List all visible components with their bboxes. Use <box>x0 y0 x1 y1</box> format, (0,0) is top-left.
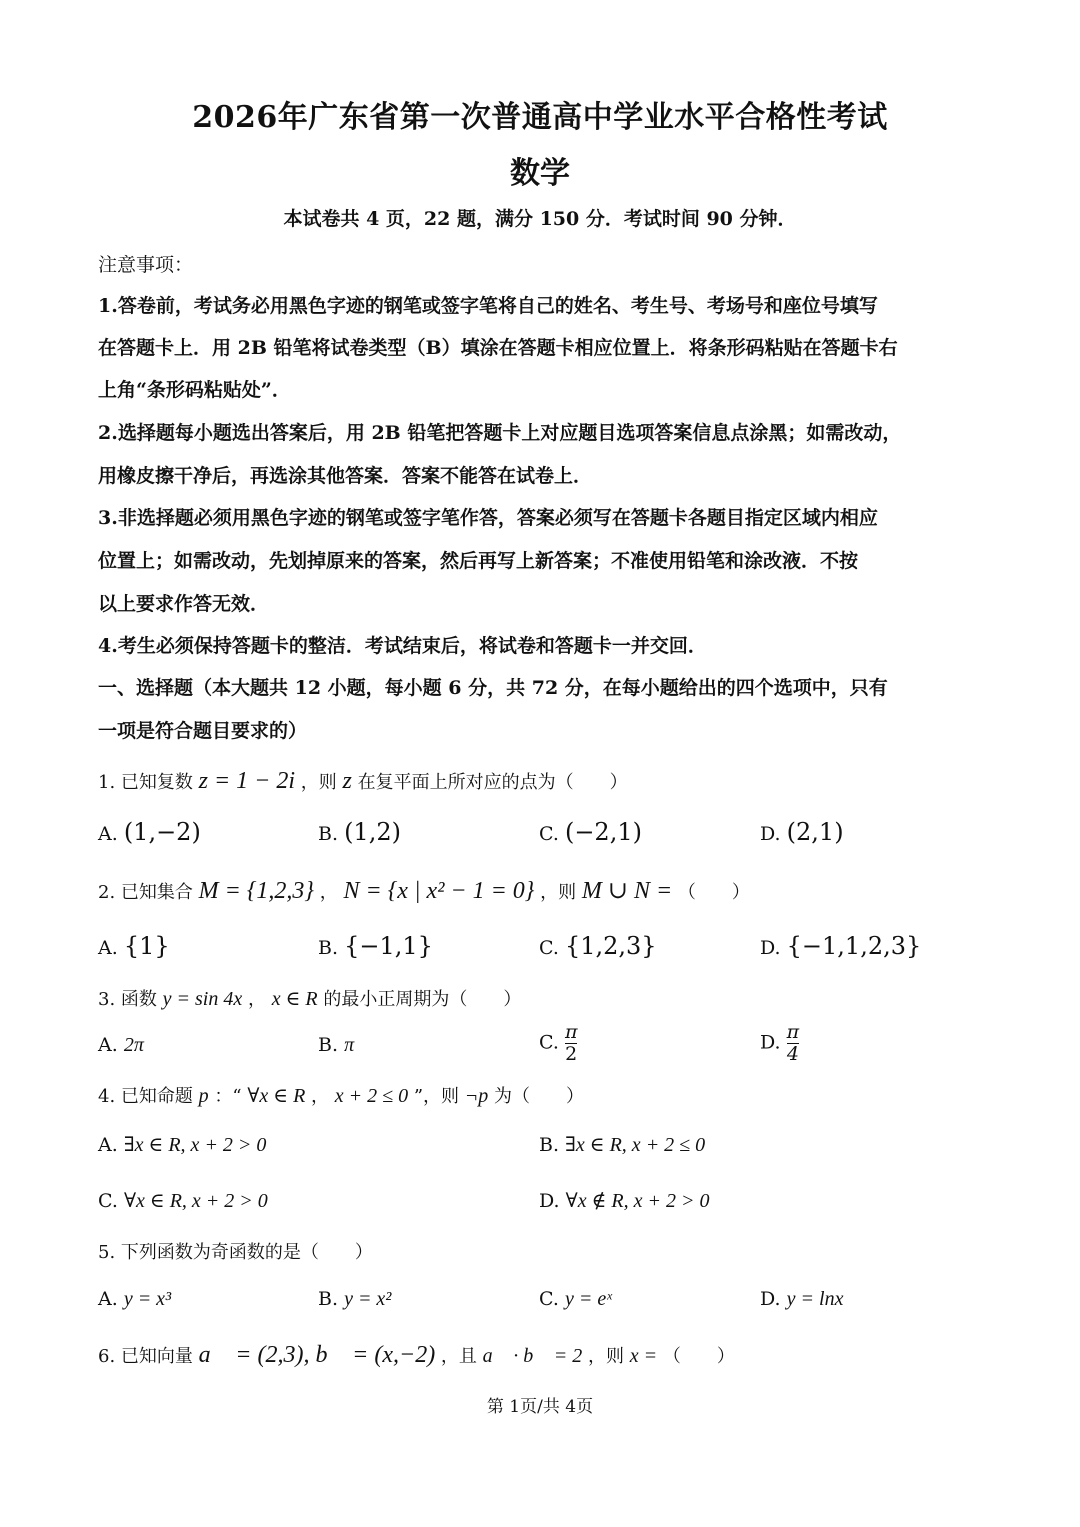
math-expression: M = {1,2,3} <box>198 878 315 904</box>
question-text: ，则 <box>540 882 577 903</box>
question-2-option-b[interactable]: B. {−1,1} <box>318 932 433 960</box>
math-expression: x + 2 ≤ 0 <box>334 1085 409 1107</box>
question-1-option-d[interactable]: D. (2,1) <box>760 818 844 846</box>
notice-line: 以上要求作答无效． <box>98 593 270 615</box>
question-text: 4. 已知命题 <box>98 1086 193 1107</box>
math-expression: z = 1 − 2i <box>198 768 296 794</box>
question-3-option-d[interactable]: D. $\frac{\pi}{4}$ <box>760 1021 800 1065</box>
math-variable: p <box>198 1085 209 1107</box>
math-expression: x ∈ R <box>271 988 318 1010</box>
question-1-stem <box>98 768 628 795</box>
question-3-stem <box>98 985 521 1011</box>
question-1-option-c[interactable]: C. (−2,1) <box>539 818 642 846</box>
math-expression: ¬p <box>464 1085 489 1107</box>
math-expression: y = sin 4x <box>162 988 243 1010</box>
question-text: 的最小正周期为（ ） <box>323 989 522 1010</box>
math-expression: N = {x | x² − 1 = 0} <box>343 878 535 904</box>
section-heading: 一、选择题（本大题共 12 小题，每小题 6 分，共 72 分，在每小题给出的四个选项中，只有 <box>98 677 888 699</box>
section-heading-cont: 一项是符合题目要求的） <box>98 720 308 742</box>
fraction: $\frac{\pi}{2}$ <box>564 1021 578 1065</box>
notice-line: 3.非选择题必须用黑色字迹的钢笔或签字笔作答，答案必须写在答题卡各题目指定区域内相应 <box>98 507 878 529</box>
question-4-stem <box>98 1082 584 1108</box>
question-text: ，则 <box>300 772 337 793</box>
notice-line: 上角“条形码粘贴处”． <box>98 379 291 401</box>
fraction: $\frac{\pi}{4}$ <box>786 1021 800 1065</box>
question-text: 3. 函数 <box>98 989 157 1010</box>
question-text: ，且 <box>440 1346 477 1367</box>
notice-line: 4.考生必须保持答题卡的整洁．考试结束后，将试卷和答题卡一并交回． <box>98 635 707 657</box>
question-6-stem <box>98 1342 735 1369</box>
notice-heading: 注意事项： <box>98 254 194 276</box>
question-text: ， <box>319 882 338 903</box>
question-4-option-a[interactable]: A. ∃x ∈ R, x + 2 > 0 <box>98 1134 267 1156</box>
question-text: 6. 已知向量 <box>98 1346 193 1367</box>
question-5-option-d[interactable]: D. y = lnx <box>760 1288 844 1310</box>
math-expression: x = <box>629 1345 658 1367</box>
question-text: ：“ <box>214 1086 242 1107</box>
exam-title: 2026年广东省第一次普通高中学业水平合格性考试 <box>192 100 888 135</box>
question-text: 为（ ） <box>494 1086 585 1107</box>
exam-info: 本试卷共 4 页，22 题，满分 150 分．考试时间 90 分钟． <box>283 208 797 230</box>
math-variable: z <box>342 768 352 794</box>
question-2-option-a[interactable]: A. {1} <box>98 932 170 960</box>
question-2-stem <box>98 876 750 905</box>
math-expression: a⃗ · b⃗ = 2 <box>482 1345 583 1367</box>
question-text: ， <box>311 1086 330 1107</box>
notice-line: 在答题卡上．用 2B 铅笔将试卷类型（B）填涂在答题卡相应位置上．将条形码粘贴在答题卡右 <box>98 337 898 359</box>
question-text: （ ） <box>662 1346 735 1367</box>
question-text: ，则 <box>588 1346 624 1367</box>
notice-line: 2.选择题每小题选出答案后，用 2B 铅笔把答题卡上对应题目选项答案信息点涂黑；如需改动， <box>98 422 902 444</box>
question-text: （ ） <box>677 882 750 903</box>
question-4-option-d[interactable]: D. ∀x ∉ R, x + 2 > 0 <box>539 1190 710 1212</box>
question-5-stem <box>98 1238 373 1264</box>
page-footer: 第 1页/共 4页 <box>486 1397 594 1417</box>
question-text: ， <box>247 989 266 1010</box>
question-5-option-b[interactable]: B. y = x² <box>318 1288 392 1310</box>
question-text: 5. 下列函数为奇函数的是（ ） <box>98 1242 373 1263</box>
question-3-option-c[interactable]: C. $\frac{\pi}{2}$ <box>539 1021 578 1065</box>
question-3-option-b[interactable]: B. π <box>318 1034 355 1056</box>
question-5-option-a[interactable]: A. y = x³ <box>98 1288 172 1310</box>
question-5-option-c[interactable]: C. y = eˣ <box>539 1288 612 1310</box>
question-4-option-b[interactable]: B. ∃x ∈ R, x + 2 ≤ 0 <box>539 1134 706 1156</box>
question-2-option-d[interactable]: D. {−1,1,2,3} <box>760 932 922 960</box>
question-text: 1. 已知复数 <box>98 772 193 793</box>
notice-line: 用橡皮擦干净后，再选涂其他答案．答案不能答在试卷上． <box>98 465 593 487</box>
question-text: ”，则 <box>413 1086 460 1107</box>
math-expression: a⃗ = (2,3), b⃗ = (x,−2) <box>198 1342 436 1368</box>
question-3-option-a[interactable]: A. 2π <box>98 1034 144 1056</box>
notice-line: 1.答卷前，考试务必用黑色字迹的钢笔或签字笔将自己的姓名、考生号、考场号和座位号填写 <box>98 295 878 317</box>
math-expression: M ∪ N = <box>581 878 673 904</box>
question-1-option-a[interactable]: A. (1,−2) <box>98 818 201 846</box>
question-text: 2. 已知集合 <box>98 882 193 903</box>
question-4-option-c[interactable]: C. ∀x ∈ R, x + 2 > 0 <box>98 1190 268 1212</box>
subject-title: 数学 <box>510 156 570 191</box>
question-text: 在复平面上所对应的点为（ ） <box>357 772 628 793</box>
question-2-option-c[interactable]: C. {1,2,3} <box>539 932 657 960</box>
question-1-option-b[interactable]: B. (1,2) <box>318 818 401 846</box>
notice-line: 位置上；如需改动，先划掉原来的答案，然后再写上新答案；不准使用铅笔和涂改液．不按 <box>98 550 859 572</box>
math-expression: ∀x ∈ R <box>247 1085 306 1107</box>
